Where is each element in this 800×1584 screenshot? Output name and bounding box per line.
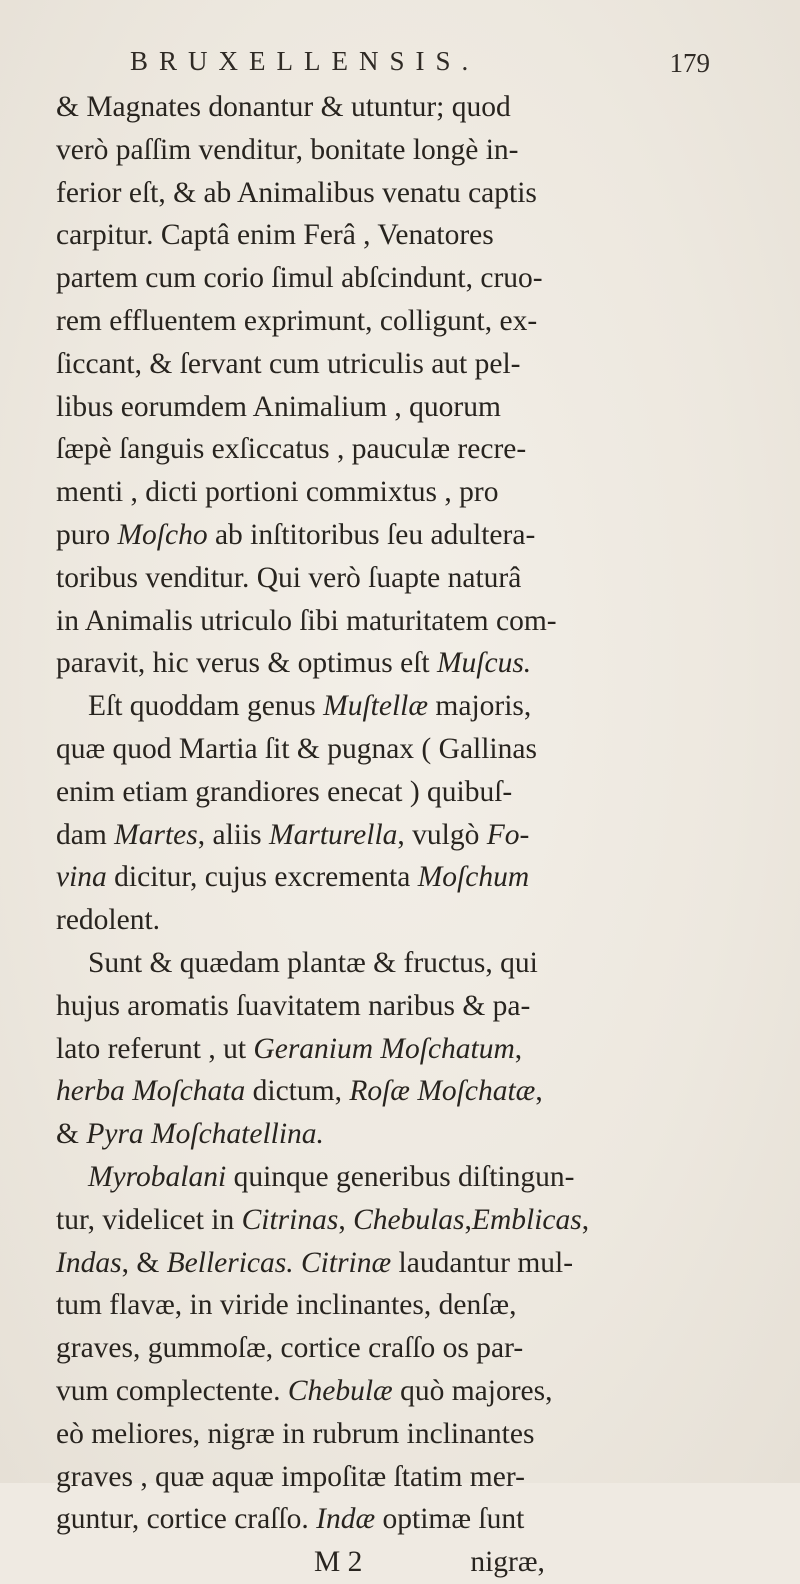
italic-text: Chebulæ [287, 1374, 393, 1407]
text-run: ferior eſt, & ab Animalibus venatu captis [56, 176, 537, 209]
italic-text: Citrinas [241, 1203, 339, 1236]
text-run: , [338, 1203, 354, 1236]
text-line [56, 300, 768, 343]
text-run: eò meliores, nigræ in rubrum inclinantes [56, 1417, 535, 1450]
text-run: redolent. [56, 904, 161, 937]
catchword: nigræ, [470, 1546, 545, 1579]
text-run: rem effluentem exprimunt, colligunt, ex- [56, 304, 538, 337]
signature-mark: M 2 [314, 1546, 363, 1579]
italic-text: Fo- [486, 818, 530, 851]
text-line [56, 214, 768, 257]
text-run [294, 1247, 301, 1279]
text-run: paravit, hic verus & optimus eſt [56, 647, 437, 680]
text-line [56, 814, 768, 857]
text-line [56, 86, 768, 129]
page-number: 179 [669, 48, 710, 78]
italic-text: Bellericas. [166, 1246, 294, 1279]
italic-text: Muſcus. [436, 647, 532, 680]
text-line [56, 985, 768, 1028]
text-run: partem cum corio ſimul abſcindunt, cruo- [56, 262, 543, 295]
text-line [56, 1199, 768, 1242]
text-line [56, 642, 768, 685]
text-run: quinque generibus diſtingun- [226, 1160, 575, 1193]
text-line [56, 471, 768, 514]
text-run: quò majores, [392, 1374, 553, 1407]
italic-text: Indæ [316, 1503, 376, 1536]
text-run: laudantur mul- [391, 1246, 574, 1279]
text-line [56, 685, 768, 728]
text-run: ſiccant, & ſervant cum utriculis aut pel- [56, 347, 521, 380]
text-line [56, 856, 768, 899]
italic-text: Marturella [269, 818, 398, 851]
text-line [56, 1456, 768, 1499]
text-line [56, 557, 768, 600]
text-line [56, 1028, 768, 1071]
text-run: , [464, 1203, 472, 1236]
italic-text: herba Moſchata [56, 1075, 246, 1108]
text-run: , [514, 1032, 523, 1065]
text-run: verò paſſim venditur, bonitate longè in- [56, 133, 519, 166]
page-header [60, 46, 740, 86]
text-line [56, 172, 768, 215]
text-run: tur, videlicet in [56, 1203, 242, 1236]
text-line [56, 1413, 768, 1456]
text-run: hujus aromatis ſuavitatem naribus & pa- [56, 989, 531, 1022]
text-run: toribus venditur. Qui verò ſuapte naturâ [56, 561, 522, 594]
text-run: graves, gummoſæ, cortice craſſo os par- [56, 1332, 524, 1365]
text-line [56, 1370, 768, 1413]
text-run: Eſt quoddam genus [88, 690, 324, 723]
text-line [56, 1242, 768, 1285]
text-run: guntur, cortice craſſo. [56, 1503, 317, 1536]
text-run: ſæpè ſanguis exſiccatus , pauculæ recre- [56, 433, 527, 466]
text-run: vum complectente. [56, 1374, 288, 1407]
text-line [56, 1156, 768, 1199]
text-run: , aliis [197, 818, 270, 851]
italic-text: Citrinæ [301, 1246, 392, 1279]
text-run: Sunt & quædam plantæ & fructus, qui [88, 946, 538, 979]
text-line [56, 386, 768, 429]
body-text [56, 86, 768, 1584]
text-line [56, 899, 768, 942]
italic-text: vina [56, 861, 107, 894]
text-line [56, 728, 768, 771]
text-run: carpitur. Captâ enim Ferâ , Venatores [56, 219, 494, 252]
footer-line [56, 1541, 768, 1584]
text-line [56, 600, 768, 643]
text-line [56, 771, 768, 814]
text-line [56, 1498, 768, 1541]
italic-text: Indas [56, 1246, 122, 1279]
italic-text: Chebulas [353, 1203, 465, 1236]
text-run: dictum, [245, 1075, 350, 1108]
text-run: menti , dicti portioni commixtus , pro [56, 476, 499, 509]
text-run: , [581, 1203, 590, 1236]
text-run: , vulgò [397, 818, 487, 851]
text-run: optimæ ſunt [375, 1503, 525, 1536]
italic-text: Muſtellæ [323, 690, 429, 723]
text-run: dam [56, 818, 115, 851]
text-run: ab inſtitoribus ſeu adultera- [207, 518, 536, 551]
italic-text: Martes [114, 818, 198, 851]
text-run: libus eorumdem Animalium , quorum [56, 390, 501, 423]
text-run: graves , quæ aquæ impoſitæ ſtatim mer- [56, 1460, 525, 1493]
text-run: quæ quod Martia ſit & pugnax ( Gallinas [56, 732, 537, 765]
text-line [56, 129, 768, 172]
text-line [56, 1113, 768, 1156]
text-run: majoris, [428, 690, 532, 723]
italic-text: Myrobalani [88, 1160, 227, 1193]
italic-text: Moſcho [117, 518, 208, 551]
text-run: & [56, 1118, 87, 1151]
text-line [56, 343, 768, 386]
italic-text: Pyra Moſchatellina. [86, 1118, 324, 1151]
text-line [56, 942, 768, 985]
text-run: dicitur, cujus excrementa [106, 861, 418, 894]
text-run: & Magnates donantur & utuntur; quod [56, 91, 511, 123]
text-run: in Animalis utriculo ſibi maturitatem com- [56, 604, 557, 637]
italic-text: Moſchum [417, 861, 530, 894]
text-run: , [535, 1075, 543, 1108]
italic-text: Roſæ Moſchatæ [349, 1075, 536, 1108]
text-run: tum flavæ, in viride inclinantes, denſæ, [56, 1289, 517, 1322]
text-line [56, 1070, 768, 1113]
italic-text: Emblicas [471, 1203, 582, 1236]
text-line [56, 257, 768, 300]
text-run: puro [56, 518, 118, 551]
text-line [56, 428, 768, 471]
running-title: BRUXELLENSIS. [130, 46, 480, 76]
text-line [56, 514, 768, 557]
text-line [56, 1327, 768, 1370]
text-run: , & [121, 1246, 167, 1279]
text-run: lato referunt , ut [56, 1032, 254, 1065]
text-line [56, 1284, 768, 1327]
italic-text: Geranium Moſchatum [253, 1032, 515, 1065]
text-run: enim etiam grandiores enecat ) quibuſ- [56, 775, 513, 808]
